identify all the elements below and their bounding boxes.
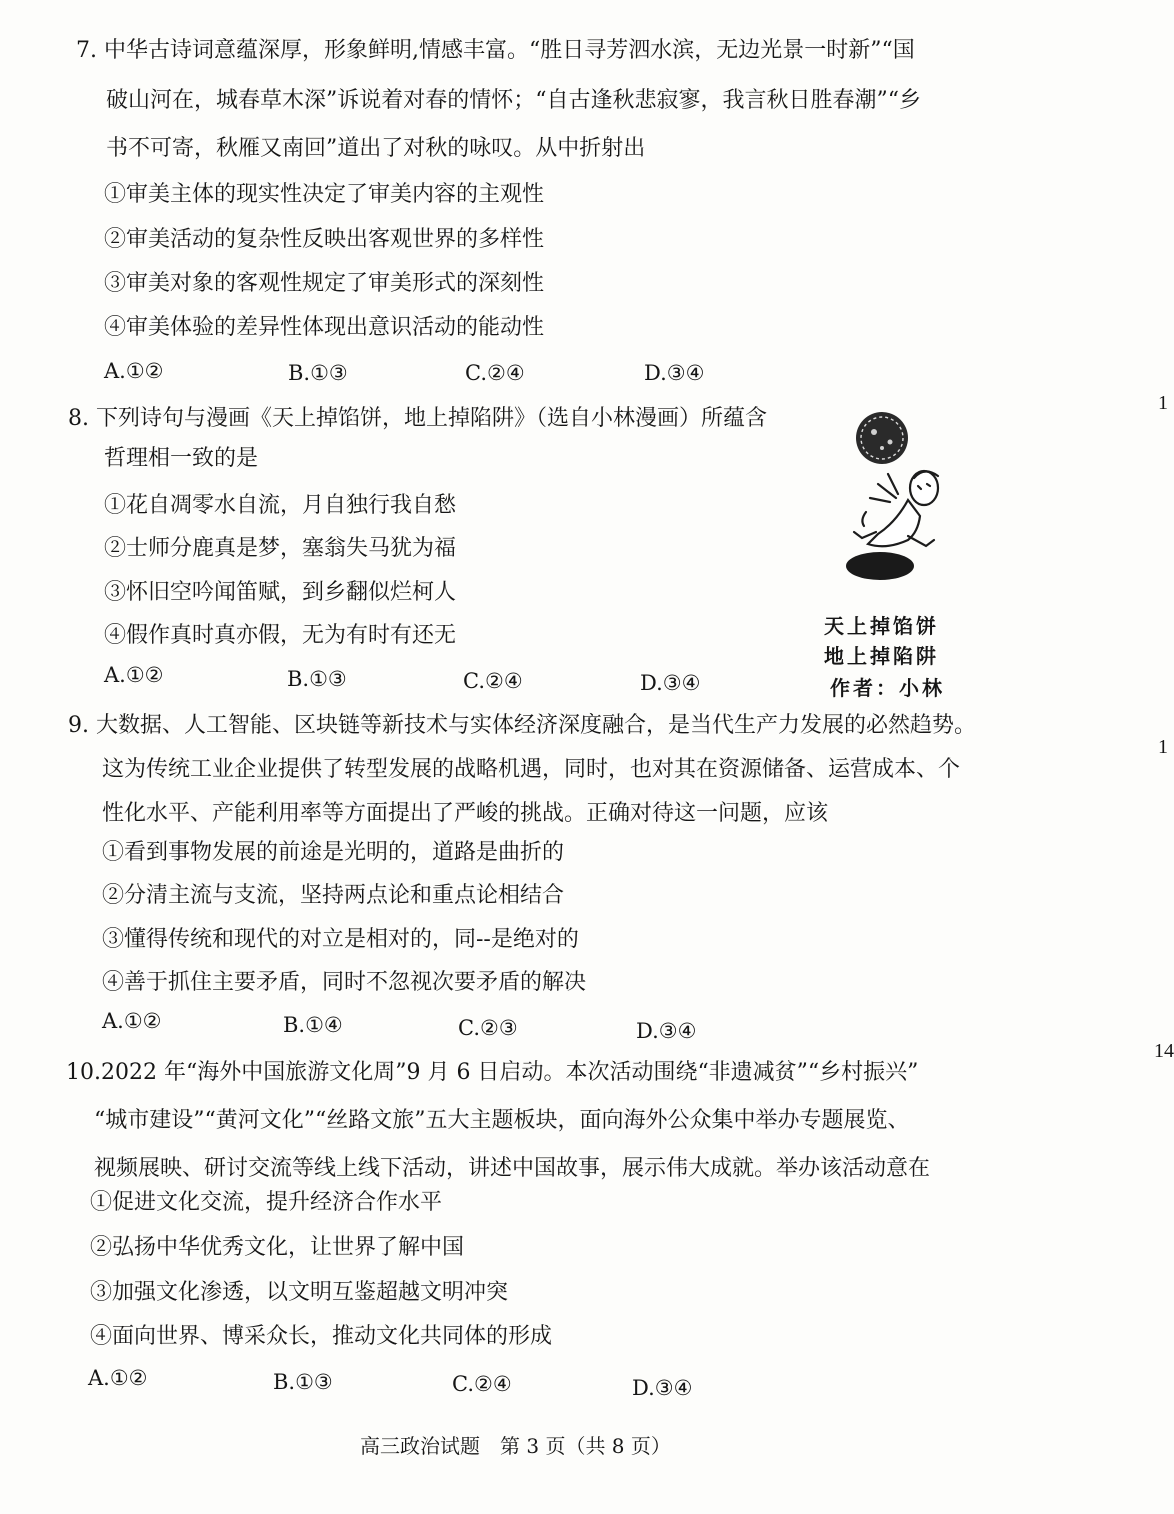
q10-stem-line-1: 10.2022 年“海外中国旅游文化周”9 月 6 日启动。本次活动围绕“非遗减贫”“乡村振兴” xyxy=(66,1060,919,1085)
q7-item-2: ②审美活动的复杂性反映出客观世界的多样性 xyxy=(104,227,545,252)
page-footer: 高三政治试题 第 3 页（共 8 页） xyxy=(360,1434,671,1458)
running-figure-drawing xyxy=(854,471,938,546)
q9-option-c: C.②③ xyxy=(458,1016,518,1040)
q10-option-c: C.②④ xyxy=(452,1372,512,1396)
q7-option-c: C.②④ xyxy=(465,361,525,385)
q8-option-d: D.③④ xyxy=(640,671,701,695)
q8-option-a: A.①② xyxy=(104,663,164,687)
q9-option-d: D.③④ xyxy=(636,1019,697,1043)
q9-stem-line-1: 9. 大数据、人工智能、区块链等新技术与实体经济深度融合，是当代生产力发展的必然趋势。 xyxy=(68,713,976,738)
q10-option-b: B.①③ xyxy=(273,1370,333,1394)
edge-mark-3: 14 xyxy=(1154,1040,1174,1062)
q10-item-1: ①促进文化交流，提升经济合作水平 xyxy=(90,1190,443,1215)
q9-stem-line-3: 性化水平、产能利用率等方面提出了严峻的挑战。正确对待这一问题，应该 xyxy=(102,801,829,826)
q7-option-b: B.①③ xyxy=(288,361,348,385)
q10-item-3: ③加强文化渗透，以文明互鉴超越文明冲突 xyxy=(90,1280,509,1305)
q8-stem-line-2: 哲理相一致的是 xyxy=(104,446,259,471)
q7-option-d: D.③④ xyxy=(644,361,705,385)
q9-item-4: ④善于抓住主要矛盾，同时不忽视次要矛盾的解决 xyxy=(102,970,587,995)
q8-item-3: ③怀旧空吟闻笛赋，到乡翻似烂柯人 xyxy=(104,580,457,605)
q7-item-4: ④审美体验的差异性体现出意识活动的能动性 xyxy=(104,315,545,340)
q7-stem-line-2: 破山河在，城春草木深”诉说着对春的情怀；“自古逢秋悲寂寥，我言秋日胜春潮”“乡 xyxy=(106,88,921,113)
q8-item-2: ②士师分鹿真是梦，塞翁失马犹为福 xyxy=(104,536,457,561)
q8-option-c: C.②④ xyxy=(463,669,523,693)
edge-mark-2: 1 xyxy=(1158,736,1168,758)
q9-option-b: B.①④ xyxy=(283,1013,343,1037)
trap-pit-drawing xyxy=(846,552,914,580)
q9-option-a: A.①② xyxy=(102,1009,162,1033)
edge-mark-1: 1 xyxy=(1158,392,1168,414)
q9-item-2: ②分清主流与支流，坚持两点论和重点论相结合 xyxy=(102,883,565,908)
q10-item-4: ④面向世界、博采众长，推动文化共同体的形成 xyxy=(90,1324,553,1349)
cartoon-caption-line-2: 地上掉陷阱 xyxy=(824,644,939,668)
q10-stem-line-3: 视频展映、研讨交流等线上线下活动，讲述中国故事，展示伟大成就。举办该活动意在 xyxy=(94,1156,931,1181)
q10-option-a: A.①② xyxy=(88,1366,148,1390)
q7-option-a: A.①② xyxy=(104,359,164,383)
q8-option-b: B.①③ xyxy=(287,667,347,691)
q10-item-2: ②弘扬中华优秀文化，让世界了解中国 xyxy=(90,1235,465,1260)
pie-drawing xyxy=(856,412,908,464)
q8-stem-line-1: 8. 下列诗句与漫画《天上掉馅饼，地上掉陷阱》（选自小林漫画）所蕴含 xyxy=(68,406,767,431)
q9-stem-line-2: 这为传统工业企业提供了转型发展的战略机遇，同时，也对其在资源储备、运营成本、个 xyxy=(102,757,961,782)
q7-item-3: ③审美对象的客观性规定了审美形式的深刻性 xyxy=(104,271,545,296)
q8-item-4: ④假作真时真亦假，无为有时有还无 xyxy=(104,623,457,648)
q9-item-3: ③懂得传统和现代的对立是相对的，同--是绝对的 xyxy=(102,927,579,952)
q8-item-1: ①花自凋零水自流，月自独行我自愁 xyxy=(104,493,457,518)
q7-stem-line-1: 7. 中华古诗词意蕴深厚，形象鲜明,情感丰富。“胜日寻芳泗水滨，无边光景一时新”“国 xyxy=(76,38,915,63)
cartoon-caption-line-1: 天上掉馅饼 xyxy=(824,614,939,638)
q9-item-1: ①看到事物发展的前途是光明的，道路是曲折的 xyxy=(102,840,565,865)
q7-item-1: ①审美主体的现实性决定了审美内容的主观性 xyxy=(104,182,545,207)
cartoon-author: 作者：小林 xyxy=(830,676,945,700)
q10-option-d: D.③④ xyxy=(632,1376,693,1400)
q10-stem-line-2: “城市建设”“黄河文化”“丝路文旅”五大主题板块，面向海外公众集中举办专题展览、 xyxy=(94,1108,910,1133)
q7-stem-line-3: 书不可寄，秋雁又南回”道出了对秋的咏叹。从中折射出 xyxy=(106,136,646,161)
